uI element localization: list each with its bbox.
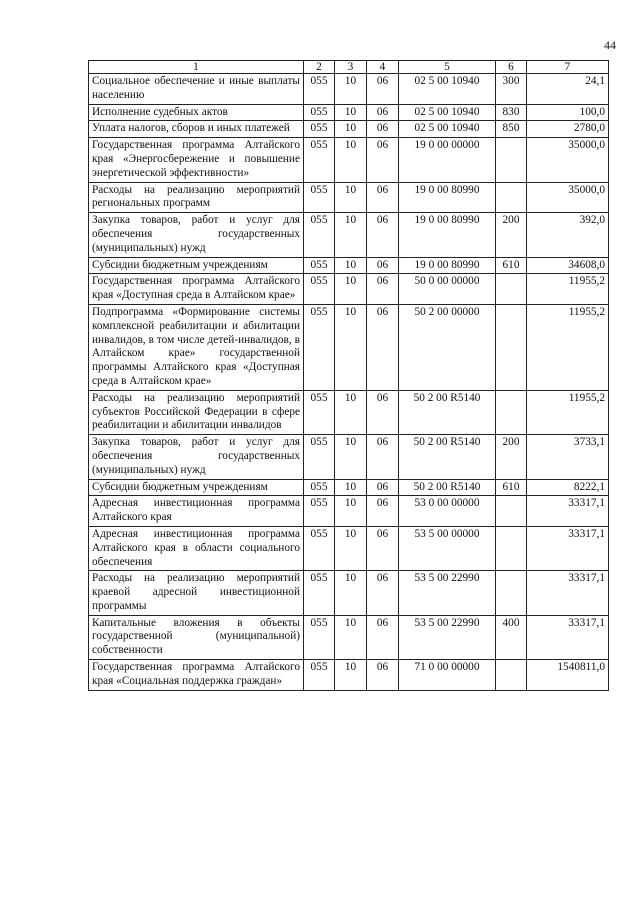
expense-type-cell: 610 [496,257,527,274]
grbs-cell: 055 [304,274,335,305]
table-row [89,121,609,138]
row-name-cell: Адресная инвестиционная программа Алтайского края в области социального обеспечения [89,526,304,570]
page-number: 44 [604,38,616,52]
expense-type-cell: 610 [496,479,527,496]
table-row [89,435,609,479]
amount-cell: 392,0 [527,213,609,257]
target-article-cell: 50 2 00 00000 [399,304,496,390]
expense-type-cell: 200 [496,213,527,257]
header-row [89,61,609,74]
expense-type-cell: 200 [496,435,527,479]
expense-type-cell: 850 [496,121,527,138]
target-article-cell: 50 0 00 00000 [399,274,496,305]
target-article-cell: 19 0 00 80990 [399,213,496,257]
subsection-cell: 06 [367,660,399,691]
row-name-cell: Государственная программа Алтайского края «Энергосбережение и повышение энергетической эффективности» [89,138,304,182]
amount-cell: 35000,0 [527,138,609,182]
subsection-cell: 06 [367,274,399,305]
grbs-cell: 055 [304,571,335,615]
grbs-cell: 055 [304,615,335,659]
subsection-cell: 06 [367,304,399,390]
section-cell: 10 [335,213,367,257]
expense-type-cell [496,526,527,570]
expense-type-cell [496,274,527,305]
target-article-cell: 02 5 00 10940 [399,74,496,105]
table-row [89,496,609,527]
grbs-cell: 055 [304,496,335,527]
subsection-cell: 06 [367,435,399,479]
amount-cell: 33317,1 [527,571,609,615]
section-cell: 10 [335,304,367,390]
row-name-cell: Расходы на реализацию мероприятий субъектов Российской Федерации в сфере реабилитации и абилитации инвалидов [89,390,304,434]
subsection-cell: 06 [367,496,399,527]
target-article-cell: 53 5 00 00000 [399,526,496,570]
row-name-cell: Капитальные вложения в объекты государственной (муниципальной) собственности [89,615,304,659]
target-article-cell: 50 2 00 R5140 [399,435,496,479]
table-row [89,615,609,659]
section-cell: 10 [335,435,367,479]
target-article-cell: 02 5 00 10940 [399,104,496,121]
section-cell: 10 [335,479,367,496]
target-article-cell: 53 5 00 22990 [399,615,496,659]
subsection-cell: 06 [367,615,399,659]
section-cell: 10 [335,274,367,305]
section-cell: 10 [335,390,367,434]
subsection-cell: 06 [367,257,399,274]
section-cell: 10 [335,496,367,527]
budget-table [88,60,609,691]
amount-cell: 24,1 [527,74,609,105]
target-article-cell: 19 0 00 80990 [399,257,496,274]
subsection-cell: 06 [367,74,399,105]
column-header: 7 [527,61,609,74]
grbs-cell: 055 [304,257,335,274]
target-article-cell: 53 0 00 00000 [399,496,496,527]
subsection-cell: 06 [367,390,399,434]
grbs-cell: 055 [304,390,335,434]
row-name-cell: Государственная программа Алтайского края «Доступная среда в Алтайском крае» [89,274,304,305]
expense-type-cell [496,496,527,527]
grbs-cell: 055 [304,213,335,257]
grbs-cell: 055 [304,74,335,105]
section-cell: 10 [335,182,367,213]
section-cell: 10 [335,526,367,570]
table-row [89,479,609,496]
table-row [89,304,609,390]
expense-type-cell [496,571,527,615]
grbs-cell: 055 [304,660,335,691]
grbs-cell: 055 [304,182,335,213]
target-article-cell: 71 0 00 00000 [399,660,496,691]
target-article-cell: 53 5 00 22990 [399,571,496,615]
table-row [89,660,609,691]
grbs-cell: 055 [304,138,335,182]
section-cell: 10 [335,121,367,138]
amount-cell: 8222,1 [527,479,609,496]
table-row [89,74,609,105]
column-header: 2 [304,61,335,74]
row-name-cell: Исполнение судебных актов [89,104,304,121]
expense-type-cell: 400 [496,615,527,659]
subsection-cell: 06 [367,571,399,615]
subsection-cell: 06 [367,479,399,496]
expense-type-cell [496,660,527,691]
amount-cell: 1540811,0 [527,660,609,691]
amount-cell: 33317,1 [527,526,609,570]
subsection-cell: 06 [367,182,399,213]
subsection-cell: 06 [367,121,399,138]
table-row [89,104,609,121]
table-row [89,390,609,434]
column-header: 6 [496,61,527,74]
subsection-cell: 06 [367,213,399,257]
section-cell: 10 [335,615,367,659]
section-cell: 10 [335,74,367,105]
section-cell: 10 [335,138,367,182]
section-cell: 10 [335,571,367,615]
target-article-cell: 02 5 00 10940 [399,121,496,138]
subsection-cell: 06 [367,138,399,182]
table-row [89,257,609,274]
row-name-cell: Закупка товаров, работ и услуг для обеспечения государственных (муниципальных) нужд [89,213,304,257]
amount-cell: 34608,0 [527,257,609,274]
row-name-cell: Уплата налогов, сборов и иных платежей [89,121,304,138]
grbs-cell: 055 [304,304,335,390]
amount-cell: 11955,2 [527,274,609,305]
section-cell: 10 [335,660,367,691]
table-row [89,526,609,570]
expense-type-cell [496,390,527,434]
row-name-cell: Расходы на реализацию мероприятий краевой адресной инвестиционной программы [89,571,304,615]
target-article-cell: 19 0 00 80990 [399,182,496,213]
expense-type-cell [496,304,527,390]
row-name-cell: Субсидии бюджетным учреждениям [89,257,304,274]
subsection-cell: 06 [367,526,399,570]
amount-cell: 33317,1 [527,496,609,527]
amount-cell: 11955,2 [527,390,609,434]
column-header: 5 [399,61,496,74]
column-header: 3 [335,61,367,74]
amount-cell: 11955,2 [527,304,609,390]
table-row [89,571,609,615]
row-name-cell: Государственная программа Алтайского края «Социальная поддержка граждан» [89,660,304,691]
target-article-cell: 50 2 00 R5140 [399,479,496,496]
section-cell: 10 [335,257,367,274]
expense-type-cell: 300 [496,74,527,105]
target-article-cell: 19 0 00 00000 [399,138,496,182]
amount-cell: 3733,1 [527,435,609,479]
column-header: 4 [367,61,399,74]
table-row [89,213,609,257]
amount-cell: 100,0 [527,104,609,121]
table-row [89,274,609,305]
grbs-cell: 055 [304,526,335,570]
amount-cell: 2780,0 [527,121,609,138]
grbs-cell: 055 [304,121,335,138]
grbs-cell: 055 [304,479,335,496]
row-name-cell: Субсидии бюджетным учреждениям [89,479,304,496]
row-name-cell: Расходы на реализацию мероприятий региональных программ [89,182,304,213]
row-name-cell: Подпрограмма «Формирование системы комплексной реабилитации и абилитации инвалидов, в том числе детей-инвалидов, в Алтайском крае» государственной программы Алтайского края «Доступная среда в Алтайском крае» [89,304,304,390]
expense-type-cell [496,138,527,182]
grbs-cell: 055 [304,435,335,479]
column-header: 1 [89,61,304,74]
section-cell: 10 [335,104,367,121]
table-row [89,138,609,182]
expense-type-cell: 830 [496,104,527,121]
amount-cell: 35000,0 [527,182,609,213]
amount-cell: 33317,1 [527,615,609,659]
target-article-cell: 50 2 00 R5140 [399,390,496,434]
subsection-cell: 06 [367,104,399,121]
expense-type-cell [496,182,527,213]
row-name-cell: Закупка товаров, работ и услуг для обеспечения государственных (муниципальных) нужд [89,435,304,479]
table-row [89,182,609,213]
row-name-cell: Социальное обеспечение и иные выплаты населению [89,74,304,105]
row-name-cell: Адресная инвестиционная программа Алтайского края [89,496,304,527]
grbs-cell: 055 [304,104,335,121]
